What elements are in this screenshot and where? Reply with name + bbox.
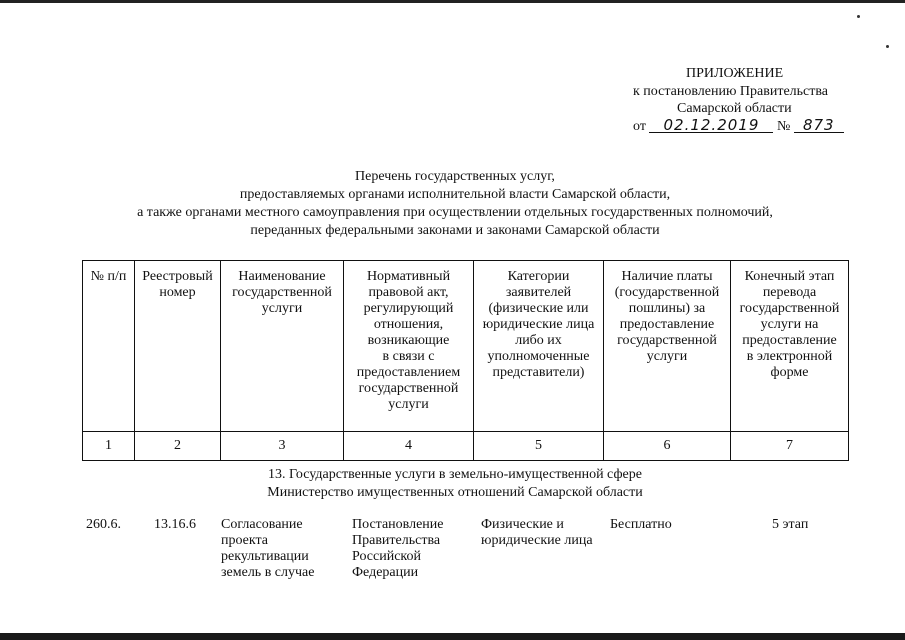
column-number: 7	[731, 432, 849, 461]
appendix-reference: к постановлению Правительства	[633, 84, 829, 99]
column-number: 1	[83, 432, 135, 461]
header-text: в электронной	[746, 349, 833, 364]
header-text: предоставление	[619, 317, 715, 332]
appendix-region: Самарской области	[677, 101, 792, 116]
header-text: Конечный этап	[744, 269, 835, 284]
header-text: Нормативный	[366, 269, 451, 284]
header-text: Реестровый	[142, 269, 213, 284]
row-legal-act	[352, 517, 444, 581]
row-applicants	[481, 517, 593, 549]
row-text: Физические и	[481, 517, 564, 532]
header-text: услуги	[261, 301, 303, 316]
column-number: 4	[344, 432, 474, 461]
column-number: 6	[604, 432, 731, 461]
date-prefix: от	[633, 119, 646, 134]
header-text: (государственной	[614, 285, 720, 300]
column-number: 3	[221, 432, 344, 461]
number-prefix: №	[776, 119, 791, 134]
row-text: Федерации	[352, 565, 419, 580]
header-text: Наименование	[238, 269, 326, 284]
header-cell-final-stage	[731, 261, 849, 432]
row-stage: 5 этап	[772, 517, 809, 532]
header-cell-fee	[604, 261, 731, 432]
handwritten-number: 873	[794, 118, 844, 133]
scan-bottom-edge	[0, 633, 905, 640]
header-text: представители)	[492, 365, 585, 380]
column-number: 5	[474, 432, 604, 461]
header-text: государственной	[232, 285, 332, 300]
header-text: предоставлением	[356, 365, 461, 380]
header-cell-service-name	[221, 261, 344, 432]
column-number: 2	[135, 432, 221, 461]
header-cell-registry	[135, 261, 221, 432]
row-fee: Бесплатно	[610, 517, 672, 532]
header-cell-legal-act	[344, 261, 474, 432]
row-text: юридические лица	[481, 533, 593, 548]
header-text: правовой акт,	[368, 285, 449, 300]
row-num: 260.6.	[86, 517, 121, 532]
header-text: отношения,	[373, 317, 444, 332]
header-text: пошлины) за	[628, 301, 706, 316]
header-text: услуги	[646, 349, 688, 364]
row-text: Российской	[352, 549, 421, 564]
header-cell-num	[83, 261, 135, 432]
header-text: государственной	[617, 333, 717, 348]
scan-top-edge	[0, 0, 905, 3]
header-text: предоставление	[742, 333, 837, 348]
column-number-row	[83, 432, 849, 461]
header-text: № п/п	[90, 269, 127, 284]
header-text: государственной	[358, 381, 459, 396]
document-title	[100, 168, 810, 240]
header-text: номер	[159, 285, 196, 300]
header-text: государственной	[739, 301, 840, 316]
header-text: регулирующий	[363, 301, 454, 316]
scan-speck	[857, 15, 860, 18]
appendix-date-line	[633, 118, 844, 135]
title-line: Перечень государственных услуг,	[355, 169, 555, 184]
header-text: в связи с	[382, 349, 435, 364]
services-table	[82, 260, 849, 461]
header-text: (физические или	[488, 301, 589, 316]
header-text: возникающие	[367, 333, 450, 348]
handwritten-date: 02.12.2019	[649, 118, 773, 133]
section-heading	[100, 466, 810, 502]
header-text: форме	[770, 365, 809, 380]
header-text: заявителей	[505, 285, 572, 300]
header-text: услуги на	[760, 317, 819, 332]
appendix-title: ПРИЛОЖЕНИЕ	[686, 66, 784, 81]
row-text: Согласование	[221, 517, 303, 532]
header-text: услуги	[388, 397, 429, 412]
header-text: перевода	[762, 285, 817, 300]
title-line: предоставляемых органами исполнительной власти Самарской области,	[239, 187, 671, 202]
header-cell-applicants	[474, 261, 604, 432]
section-title: 13. Государственные услуги в земельно-имущественной сфере	[268, 467, 642, 482]
row-service-name	[221, 517, 314, 581]
header-text: Наличие платы	[621, 269, 713, 284]
row-registry: 13.16.6	[154, 517, 196, 532]
row-text: земель в случае	[221, 565, 315, 580]
section-ministry: Министерство имущественных отношений Самарской области	[267, 485, 643, 500]
row-text: Постановление	[352, 517, 444, 532]
header-text: уполномоченные	[487, 349, 590, 364]
row-text: Правительства	[352, 533, 441, 548]
header-text: либо их	[515, 333, 562, 348]
scan-speck	[886, 45, 889, 48]
row-text: рекультивации	[221, 549, 309, 564]
table-header-row	[83, 261, 849, 432]
title-line: а также органами местного самоуправления при осуществлении отдельных государственных полномочий,	[137, 205, 773, 220]
header-text: Категории	[507, 269, 570, 284]
row-text: проекта	[221, 533, 268, 548]
title-line: переданных федеральными законами и законами Самарской области	[250, 223, 660, 238]
header-text: юридические лица	[482, 317, 595, 332]
